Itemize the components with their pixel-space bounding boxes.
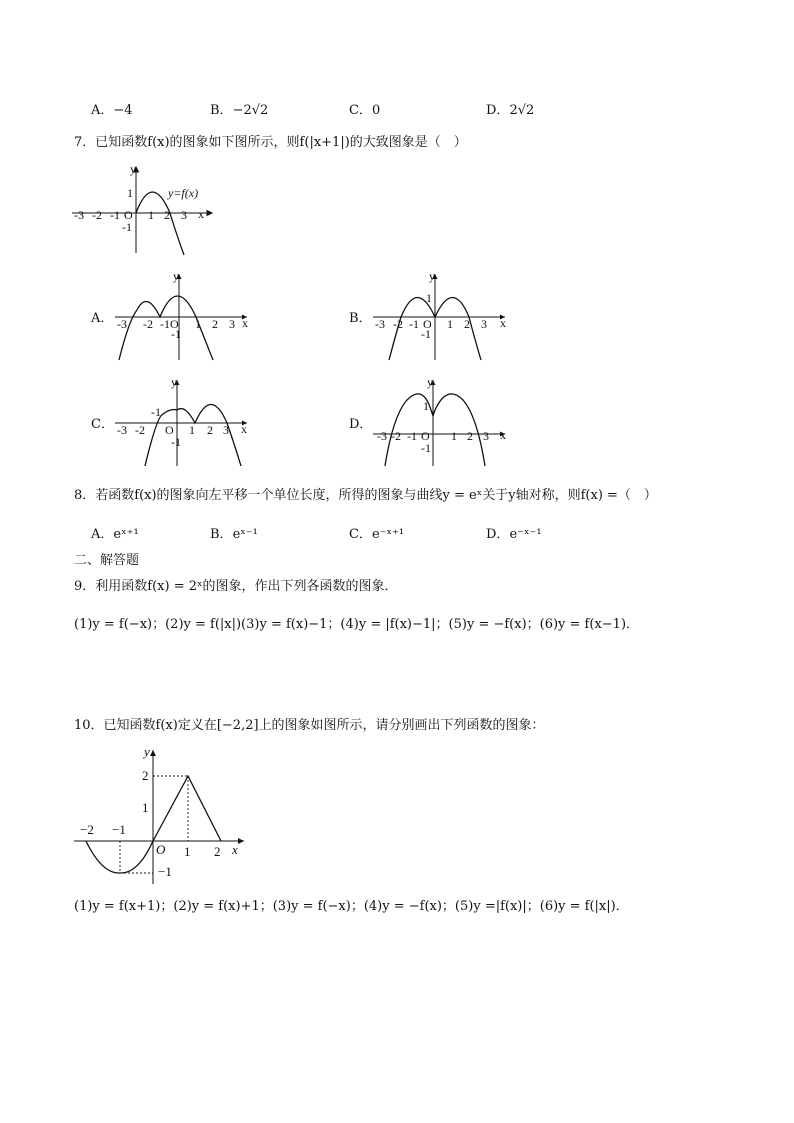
- svg-text:1: 1: [195, 317, 201, 331]
- q10-items: (1)y = f(x+1)；(2)y = f(x)+1；(3)y = f(−x)；(4)y = −f(x)；(5)y =|f(x)|；(6)y = f(|x|)．: [74, 899, 629, 914]
- svg-text:-1: -1: [421, 441, 431, 455]
- svg-text:-1: -1: [409, 317, 419, 331]
- q8-option-d: D．e⁻ˣ⁻¹: [486, 527, 542, 542]
- svg-text:O: O: [421, 429, 430, 443]
- svg-text:O: O: [423, 317, 432, 331]
- svg-text:x: x: [232, 842, 238, 857]
- q7-main-graph: [72, 163, 222, 258]
- svg-text:-3: -3: [377, 429, 387, 443]
- q9-items: (1)y = f(−x)；(2)y = f(|x|)(3)y = f(x)−1；(4)y = |f(x)−1|；(5)y = −f(x)；(6)y = f(x−1)．: [74, 617, 640, 632]
- q7-option-d-graph: [371, 376, 511, 468]
- q8-option-c: C．e⁻ˣ⁺¹: [349, 527, 405, 542]
- q6-option-a: A．−4: [91, 103, 133, 118]
- svg-text:3: 3: [229, 317, 235, 331]
- svg-text:3: 3: [481, 317, 487, 331]
- q8-option-b: B．eˣ⁻¹: [210, 527, 258, 542]
- svg-text:x: x: [500, 316, 506, 330]
- svg-text:3: 3: [483, 429, 489, 443]
- svg-text:-2: -2: [393, 317, 403, 331]
- svg-text:-1: -1: [160, 317, 170, 331]
- tick-y-neg1: -1: [122, 220, 132, 234]
- q7-option-d-letter: D．: [349, 417, 373, 432]
- svg-text:-3: -3: [117, 423, 127, 437]
- svg-text:x: x: [500, 428, 506, 442]
- svg-text:y: y: [171, 375, 177, 389]
- q8-option-a: A．eˣ⁺¹: [91, 527, 139, 542]
- tick-3: 3: [181, 208, 187, 222]
- svg-text:-1: -1: [171, 435, 181, 449]
- svg-text:y: y: [429, 269, 435, 283]
- svg-text:1: 1: [189, 423, 195, 437]
- q7-option-b-letter: B．: [349, 311, 372, 326]
- svg-text:2: 2: [467, 429, 473, 443]
- svg-text:1: 1: [423, 399, 429, 413]
- q7-option-a-graph: [113, 270, 253, 362]
- svg-text:x: x: [241, 422, 247, 436]
- svg-text:-1: -1: [407, 429, 417, 443]
- y-axis-label: y: [130, 162, 136, 176]
- tick-1: 1: [148, 208, 154, 222]
- q7-option-c-graph: [113, 376, 253, 468]
- svg-text:-1: -1: [421, 327, 431, 341]
- svg-text:2: 2: [207, 423, 213, 437]
- svg-text:2: 2: [464, 317, 470, 331]
- q6-option-d: D．2√2: [486, 103, 535, 118]
- svg-text:O: O: [170, 317, 179, 331]
- svg-text:1: 1: [426, 291, 432, 305]
- svg-text:y: y: [173, 269, 179, 283]
- q6-option-c: C．0: [349, 103, 381, 118]
- q7-option-a-letter: A．: [91, 311, 114, 326]
- x-axis-label: x: [198, 207, 204, 221]
- q10-stem: 10．已知函数f(x)定义在[−2,2]上的图象如图所示，请分别画出下列函数的图象：: [74, 718, 545, 733]
- svg-text:-3: -3: [117, 317, 127, 331]
- tick-y1: 1: [127, 186, 133, 200]
- svg-text:O: O: [156, 842, 166, 857]
- q8-stem: 8．若函数f(x)的图象向左平移一个单位长度，所得的图象与曲线y = eˣ关于y轴对称，则f(x) =（ ）: [74, 488, 657, 503]
- svg-text:3: 3: [223, 423, 229, 437]
- svg-text:1: 1: [451, 429, 457, 443]
- svg-text:-1: -1: [151, 405, 161, 419]
- svg-text:-2: -2: [135, 423, 145, 437]
- q7-option-c-letter: C．: [91, 417, 114, 432]
- svg-text:-1: -1: [171, 327, 181, 341]
- svg-text:1: 1: [184, 844, 191, 859]
- svg-text:−2: −2: [80, 822, 94, 837]
- q10-graph: [72, 742, 252, 884]
- svg-text:y: y: [144, 744, 150, 759]
- tick-neg2: -2: [92, 208, 102, 222]
- q9-stem: 9．利用函数f(x) = 2ˣ的图象，作出下列各函数的图象．: [74, 579, 398, 594]
- section-heading: 二、解答题: [74, 553, 140, 568]
- q7-option-b-graph: [371, 270, 511, 362]
- svg-text:-3: -3: [375, 317, 385, 331]
- svg-text:y: y: [427, 375, 433, 389]
- function-label: y=f(x): [168, 186, 199, 200]
- tick-neg1: -1: [110, 208, 120, 222]
- svg-text:−1: −1: [112, 822, 126, 837]
- svg-text:O: O: [165, 423, 174, 437]
- svg-text:−1: −1: [158, 864, 172, 879]
- q7-stem: 7．已知函数f(x)的图象如下图所示，则f(|x+1|)的大致图象是（ ）: [74, 135, 467, 150]
- svg-text:-2: -2: [391, 429, 401, 443]
- tick-2: 2: [164, 208, 170, 222]
- svg-text:1: 1: [142, 800, 149, 815]
- svg-text:-2: -2: [143, 317, 153, 331]
- tick-neg3: -3: [74, 208, 84, 222]
- svg-text:2: 2: [214, 844, 221, 859]
- svg-text:2: 2: [142, 768, 149, 783]
- origin-label: O: [124, 208, 133, 222]
- svg-text:1: 1: [447, 317, 453, 331]
- q6-option-b: B．−2√2: [210, 103, 269, 118]
- svg-text:x: x: [242, 316, 248, 330]
- svg-text:2: 2: [212, 317, 218, 331]
